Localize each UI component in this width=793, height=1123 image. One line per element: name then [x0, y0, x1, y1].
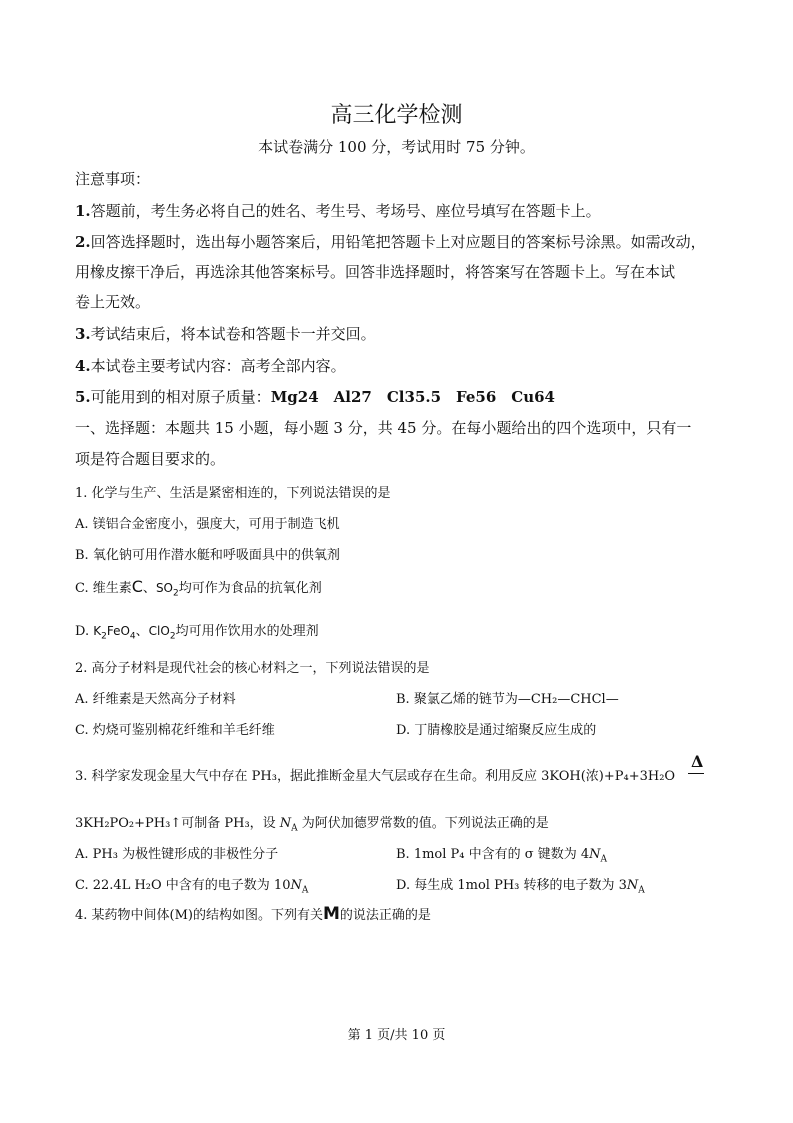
question-1-option-d-separator: 、: [135, 624, 149, 639]
page-title: 高三化学检测: [330, 103, 463, 128]
question-3-option-d: [396, 874, 645, 896]
notice-item-1-text: 答题前，考生务必将自己的姓名、考生号、考场号、座位号填写在答题卡上。: [90, 202, 601, 220]
question-2-stem: 2. 高分子材料是现代社会的核心材料之一，下列说法错误的是: [75, 661, 430, 676]
notice-item-1-num: 1.: [75, 202, 91, 220]
question-1-option-b: B. 氧化钠可用作潜水艇和呼吸面具中的供氧剂: [75, 548, 340, 563]
question-3-option-d-na-sub: A: [638, 885, 645, 896]
question-3-option-c-text: C. 22.4L H₂O 中含有的电子数为 10: [75, 878, 291, 893]
question-3-option-b: [396, 843, 607, 865]
section-1-heading-line-1: 一、选择题：本题共 15 小题，每小题 3 分，共 45 分。在每小题给出的四个选项中，只有一: [75, 419, 692, 437]
notice-item-3-text: 考试结束后，将本试卷和答题卡一并交回。: [90, 325, 376, 343]
reaction-arrow-bar: [688, 773, 704, 774]
question-1-option-a: A. 镁铝合金密度小，强度大，可用于制造飞机: [75, 517, 340, 532]
k2feo4-subscript-4: 4: [129, 631, 136, 642]
notice-item-5-text: 可能用到的相对原子质量：: [90, 388, 271, 406]
notice-item-2-line-1: [75, 231, 706, 252]
na-subscript: A: [291, 823, 298, 834]
so2-subscript: 2: [173, 588, 179, 599]
notice-item-4-num: 4.: [75, 357, 91, 375]
question-1-option-c: [75, 577, 322, 599]
question-1-option-c-text: 均可作为食品的抗氧化剂: [178, 581, 322, 596]
question-1-option-d: [75, 620, 319, 642]
question-1-option-d-text: 均可用作饮用水的处理剂: [175, 624, 319, 639]
notice-item-5: [75, 386, 555, 407]
molecule-m-symbol: M: [323, 904, 340, 924]
notice-item-3: [75, 323, 376, 344]
question-2-option-d: D. 丁腈橡胶是通过缩聚反应生成的: [396, 723, 597, 738]
notice-item-2-num: 2.: [75, 233, 91, 251]
notice-heading: 注意事项：: [75, 170, 151, 188]
question-4-stem-prefix: 4. 某药物中间体(M)的结构如图。下列有关: [75, 908, 323, 923]
question-3-option-b-text: B. 1mol P₄ 中含有的 σ 键数为 4: [396, 847, 590, 862]
notice-item-3-num: 3.: [75, 325, 91, 343]
question-3-option-a: A. PH₃ 为极性键形成的非极性分子: [75, 847, 279, 862]
section-1-heading-line-2: 项是符合题目要求的。: [75, 450, 226, 468]
question-3-stem-line-2: [75, 812, 549, 834]
question-1-option-c-separator: 、: [142, 581, 156, 596]
question-3-option-d-na: N: [626, 878, 639, 893]
question-3-option-d-text: D. 每生成 1mol PH₃ 转移的电子数为 3: [396, 878, 627, 893]
notice-item-2-line-3: 卷上无效。: [75, 293, 151, 311]
clo2-subscript: 2: [169, 631, 176, 642]
question-1-option-d-prefix: D.: [75, 624, 94, 639]
question-3-stem-line-2-b: 为阿伏加德罗常数的值。下列说法正确的是: [297, 816, 549, 831]
notice-item-4-text: 本试卷主要考试内容：高考全部内容。: [90, 357, 346, 375]
heat-symbol: Δ: [691, 752, 704, 771]
question-3-option-b-na: N: [589, 847, 601, 862]
question-4-stem-suffix: 的说法正确的是: [339, 908, 431, 923]
question-2-option-a: A. 纤维素是天然高分子材料: [75, 692, 236, 707]
vitamin-c-symbol: C: [131, 577, 143, 596]
na-symbol: N: [279, 816, 292, 831]
k2feo4-subscript-2: 2: [101, 631, 107, 642]
so2-formula: SO: [155, 581, 173, 595]
question-3-option-c: [75, 874, 308, 896]
notice-item-5-num: 5.: [75, 388, 91, 406]
question-2-option-b: B. 聚氯乙烯的链节为—CH₂—CHCl—: [396, 692, 619, 707]
clo2-formula: ClO: [148, 624, 170, 638]
notice-item-1: [75, 200, 601, 221]
question-1-stem: 1. 化学与生产、生活是紧密相连的，下列说法错误的是: [75, 486, 391, 501]
k2feo4-formula-k: K: [93, 624, 102, 638]
question-3-option-c-na: N: [290, 878, 302, 893]
exam-info: 本试卷满分 100 分，考试用时 75 分钟。: [258, 138, 535, 156]
question-3-stem-line-1: 3. 科学家发现金星大气中存在 PH₃，据此推断金星大气层或存在生命。利用反应 3KOH(浓)+P₄+3H₂O: [75, 769, 676, 784]
k2feo4-formula-feo: FeO: [106, 624, 130, 638]
question-3-option-b-na-sub: A: [600, 854, 608, 865]
question-1-option-c-prefix: C. 维生素: [75, 581, 132, 596]
question-3-option-c-na-sub: A: [301, 885, 309, 896]
notice-item-4: [75, 355, 346, 376]
notice-item-2-line-2: 用橡皮擦干净后，再选涂其他答案标号。回答非选择题时，将答案写在答题卡上。写在本试: [75, 263, 676, 281]
question-2-option-c: C. 灼烧可鉴别棉花纤维和羊毛纤维: [75, 723, 275, 738]
atomic-masses: Mg24 Al27 Cl35.5 Fe56 Cu64: [270, 388, 555, 406]
notice-item-2-text-1: 回答选择题时，选出每小题答案后，用铅笔把答题卡上对应题目的答案标号涂黑。如需改动，: [90, 233, 706, 251]
question-4-stem: [75, 904, 431, 924]
question-3-stem-line-2-a: 3KH₂PO₂+PH₃↑可制备 PH₃，设: [75, 816, 280, 831]
page-number: 第 1 页/共 10 页: [347, 1028, 446, 1043]
